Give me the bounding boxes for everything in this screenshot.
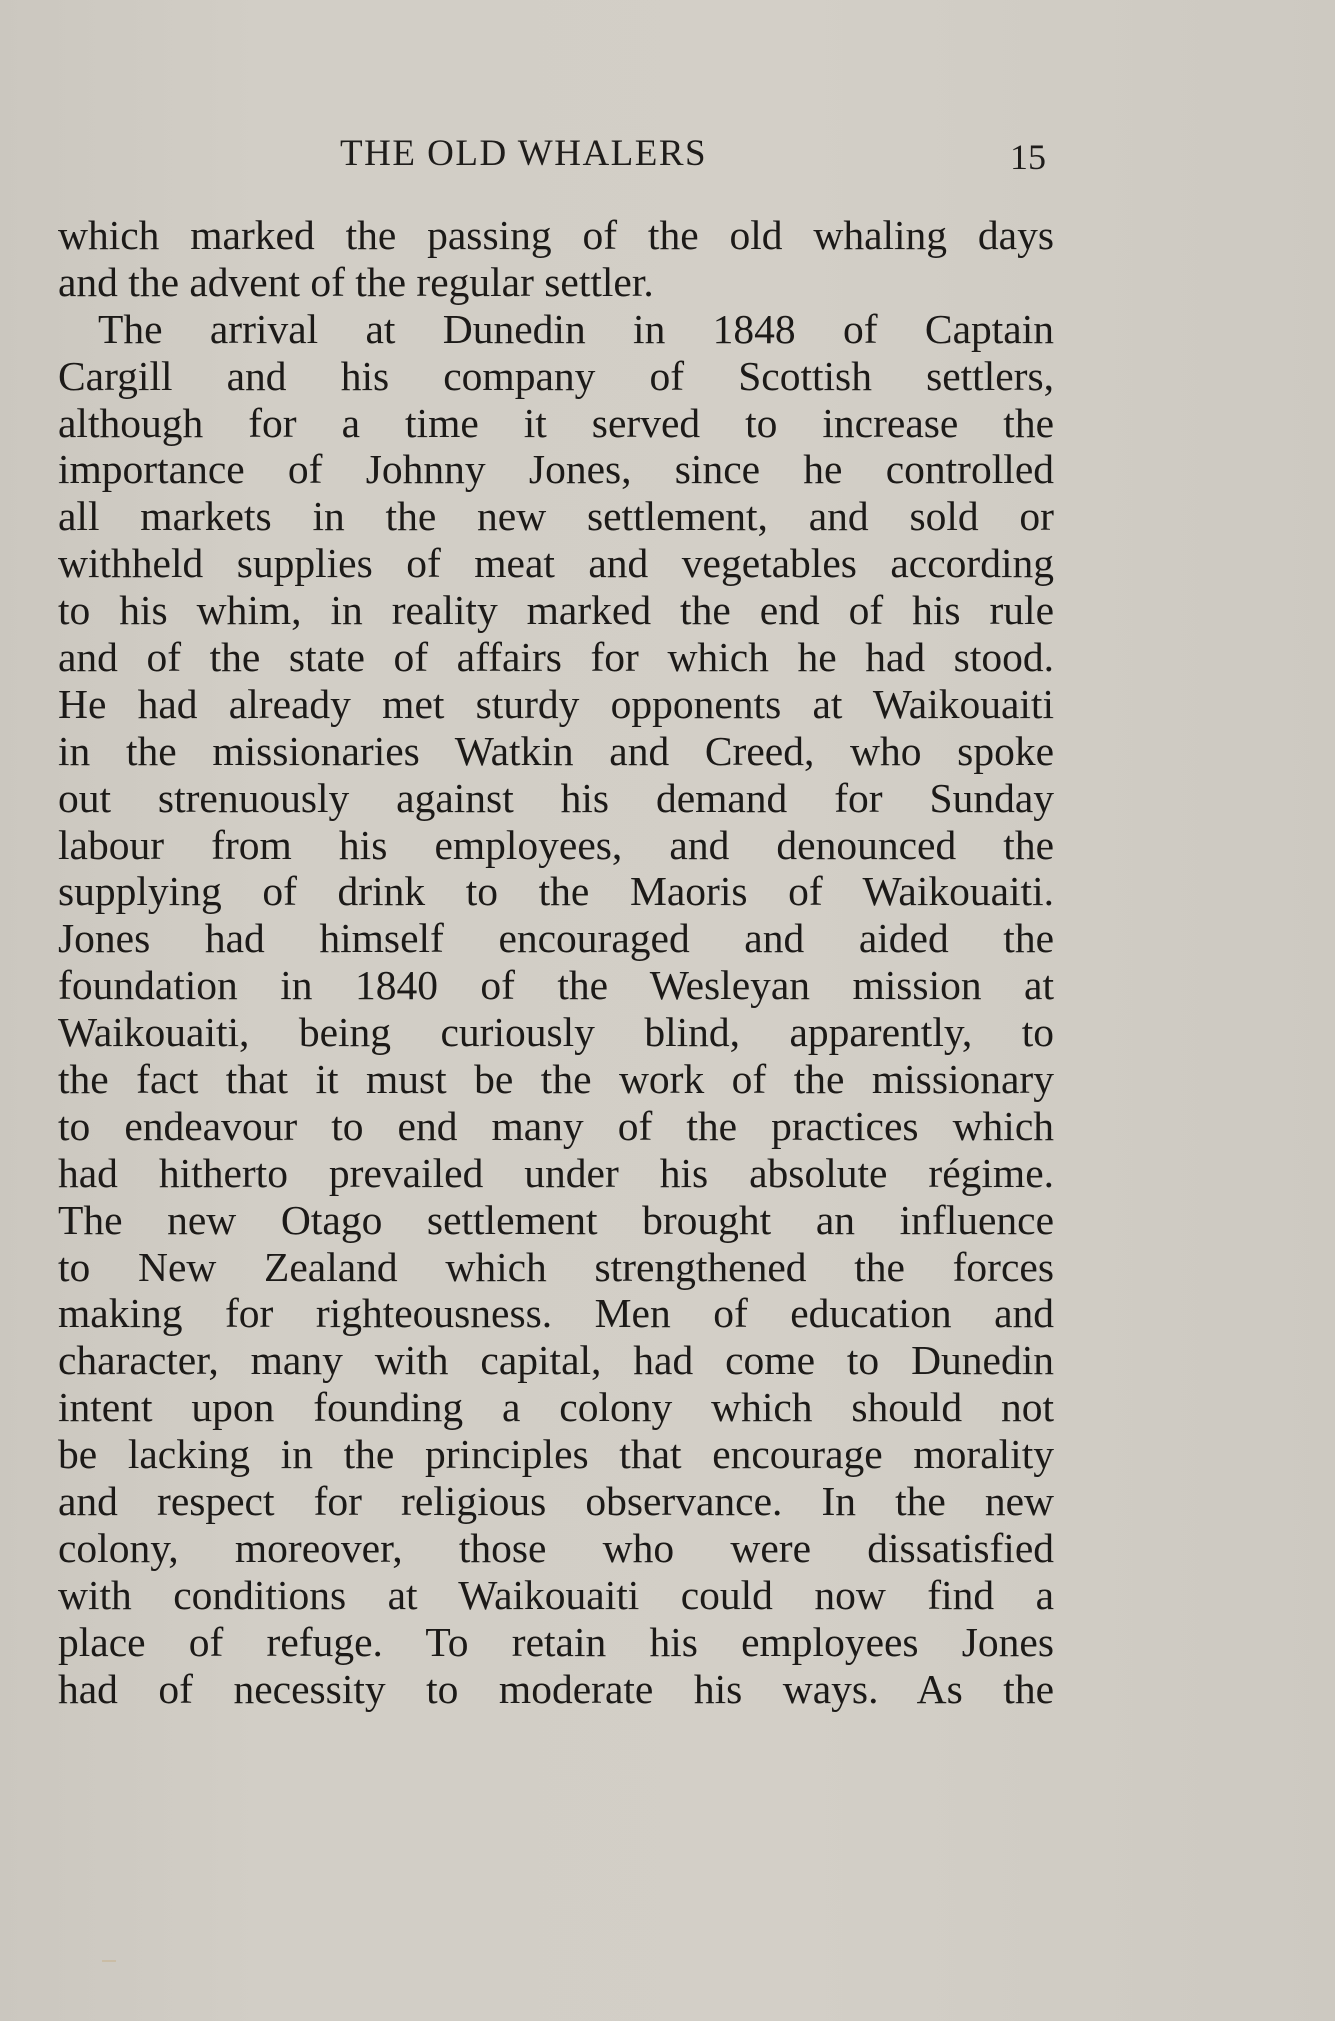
paper-mark bbox=[102, 1960, 116, 1962]
text-line: and of the state of affairs for which he had stood. bbox=[58, 634, 1054, 681]
text-line: although for a time it served to increase the bbox=[58, 399, 1054, 446]
text-line: with conditions at Waikouaiti could now find a bbox=[58, 1571, 1054, 1618]
text-line: to New Zealand which strengthened the forces bbox=[58, 1243, 1054, 1290]
body-text bbox=[58, 212, 1054, 1713]
text-line: supplying of drink to the Maoris of Waikouaiti. bbox=[58, 868, 1054, 915]
text-line: Jones had himself encouraged and aided the bbox=[58, 915, 1054, 962]
text-line: Waikouaiti, being curiously blind, apparently, to bbox=[58, 1009, 1054, 1056]
text-line: to endeavour to end many of the practices which bbox=[58, 1102, 1054, 1149]
text-line: in the missionaries Watkin and Creed, who spoke bbox=[58, 727, 1054, 774]
text-line: and the advent of the regular settler. bbox=[58, 258, 654, 305]
text-line: be lacking in the principles that encourage morality bbox=[58, 1431, 1054, 1478]
text-line: Cargill and his company of Scottish settlers, bbox=[58, 352, 1054, 399]
text-line: and respect for religious observance. In the new bbox=[58, 1478, 1054, 1525]
text-line: character, many with capital, had come to Dunedin bbox=[58, 1337, 1054, 1384]
text-line: which marked the passing of the old whaling days bbox=[58, 212, 1054, 258]
running-head bbox=[55, 132, 1055, 182]
text-line: The new Otago settlement brought an influence bbox=[58, 1196, 1054, 1243]
text-line: intent upon founding a colony which should not bbox=[58, 1384, 1054, 1431]
text-line: foundation in 1840 of the Wesleyan mission at bbox=[58, 962, 1054, 1009]
running-title: THE OLD WHALERS bbox=[340, 133, 708, 174]
text-line: colony, moreover, those who were dissatisfied bbox=[58, 1524, 1054, 1571]
text-line: importance of Johnny Jones, since he controlled bbox=[58, 446, 1054, 493]
text-line: all markets in the new settlement, and sold or bbox=[58, 493, 1054, 540]
text-line: labour from his employees, and denounced the bbox=[58, 821, 1054, 868]
text-line: had of necessity to moderate his ways. As the bbox=[58, 1665, 1054, 1712]
text-line: place of refuge. To retain his employees Jones bbox=[58, 1618, 1054, 1665]
text-line: making for righteousness. Men of education and bbox=[58, 1290, 1054, 1337]
text-line: He had already met sturdy opponents at Waikouaiti bbox=[58, 680, 1054, 727]
text-line: had hitherto prevailed under his absolute régime. bbox=[58, 1149, 1054, 1196]
text-line: the fact that it must be the work of the missionary bbox=[58, 1056, 1054, 1103]
text-line: to his whim, in reality marked the end of his rule bbox=[58, 587, 1054, 634]
text-line: out strenuously against his demand for Sunday bbox=[58, 774, 1054, 821]
text-line: withheld supplies of meat and vegetables according bbox=[58, 540, 1054, 587]
page-number: 15 bbox=[1010, 137, 1046, 177]
paragraph-first-line: The arrival at Dunedin in 1848 of Captain bbox=[98, 305, 1054, 352]
